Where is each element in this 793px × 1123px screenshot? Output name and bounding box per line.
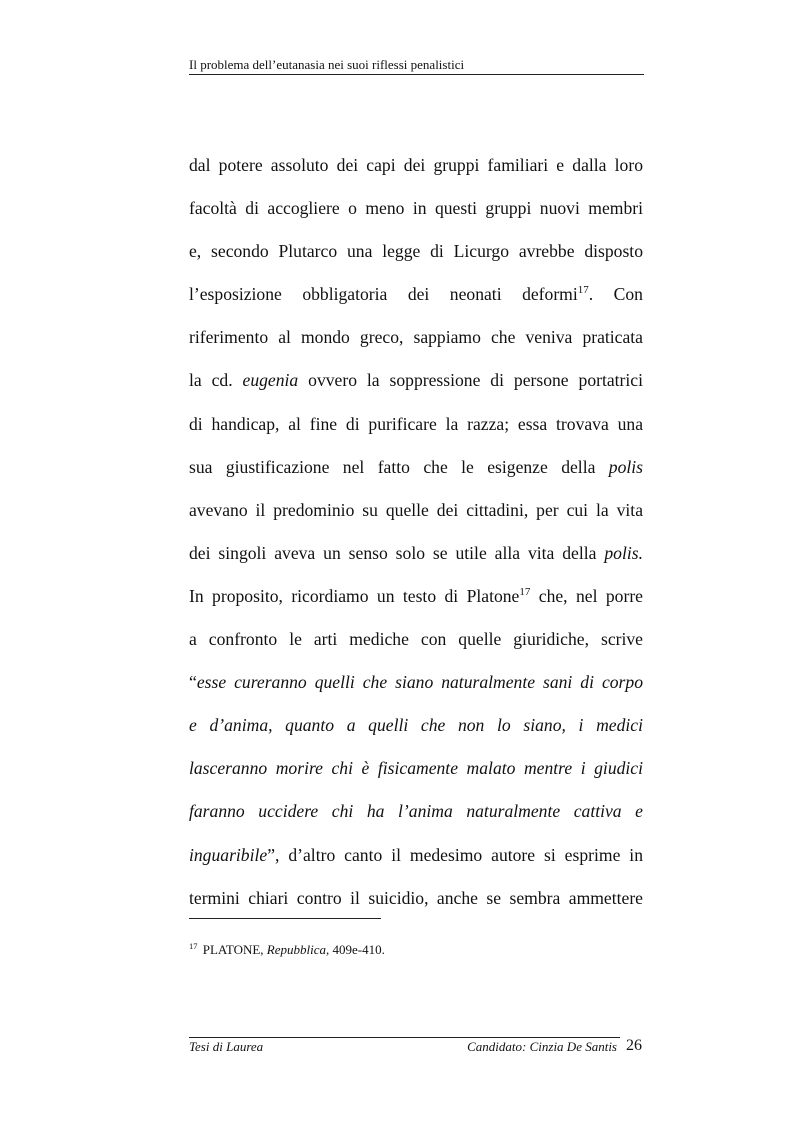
text-line: [189, 790, 643, 833]
footnote-reference-pages: , 409e-410.: [326, 942, 385, 957]
text-line: facoltà di accogliere o meno in questi gruppi nuovi membri: [189, 198, 643, 219]
quote-text: esse cureranno quelli che siano naturalmente sani di corpo: [196, 672, 643, 693]
body-text: [189, 144, 643, 920]
footnote-reference: 17: [519, 585, 531, 598]
text-line: [189, 575, 643, 618]
footnote: [189, 941, 385, 959]
text-line: a confronto le arti mediche con quelle giuridiche, scrive: [189, 629, 643, 650]
quote-text: e d’anima, quanto a quelli che non lo siano, i medici: [189, 715, 643, 736]
running-header: Il problema dell’eutanasia nei suoi riflessi penalistici: [189, 57, 465, 72]
text-line: avevano il predominio su quelle dei cittadini, per cui la vita: [189, 499, 643, 520]
text-line: [189, 359, 643, 402]
footnote-separator: [189, 918, 381, 919]
text-line: [189, 704, 643, 747]
footnote-number: 17: [189, 941, 198, 951]
text-segment: dei singoli aveva un senso solo se utile alla vita della: [189, 542, 605, 563]
text-line: termini chiari contro il suicidio, anche se sembra ammettere: [189, 887, 643, 908]
footnote-author: PLATONE,: [199, 942, 267, 957]
quote-text: lasceranno morire chi è fisicamente malato mentre i giudici: [189, 758, 643, 779]
text-line: e, secondo Plutarco una legge di Licurgo avrebbe disposto: [189, 241, 643, 262]
text-line: [189, 834, 643, 877]
text-line: [189, 446, 643, 489]
footer-rule: [189, 1037, 620, 1038]
text-segment: ”, d’altro canto il medesimo autore si esprime in: [267, 844, 643, 865]
italic-term: polis: [608, 456, 643, 477]
footer-candidate-label: Candidato: Cinzia De Santis: [467, 1039, 617, 1054]
quote-text: inguaribile: [189, 844, 268, 865]
text-line: [189, 747, 643, 790]
footer-thesis-label: Tesi di Laurea: [189, 1039, 264, 1054]
text-segment: ovvero la soppressione di persone portatrici: [298, 370, 644, 391]
quote-text: faranno uccidere chi ha l’anima naturalmente cattiva e: [189, 801, 643, 822]
italic-term: eugenia: [242, 370, 299, 391]
footnote-reference: 17: [577, 284, 589, 297]
text-segment: l’esposizione obbligatoria dei neonati deformi: [189, 284, 578, 305]
text-line: [189, 532, 643, 575]
header-rule: [189, 74, 644, 75]
italic-term: polis.: [604, 542, 643, 563]
text-line: dal potere assoluto dei capi dei gruppi familiari e dalla loro: [189, 155, 643, 175]
text-segment: la cd.: [189, 370, 243, 391]
text-segment: “: [189, 672, 197, 693]
text-segment: . Con: [588, 284, 643, 305]
text-line: di handicap, al fine di purificare la razza; essa trovava una: [189, 413, 643, 434]
text-segment: In proposito, ricordiamo un testo di Platone: [189, 585, 520, 606]
footnote-work-title: Repubblica: [266, 942, 327, 957]
page-number: 26: [626, 1037, 642, 1054]
text-segment: che, nel porre: [530, 585, 643, 606]
text-line: [189, 273, 643, 316]
text-line: [189, 661, 643, 704]
text-line: riferimento al mondo greco, sappiamo che veniva praticata: [189, 327, 643, 348]
text-segment: sua giustificazione nel fatto che le esigenze della: [189, 456, 609, 477]
